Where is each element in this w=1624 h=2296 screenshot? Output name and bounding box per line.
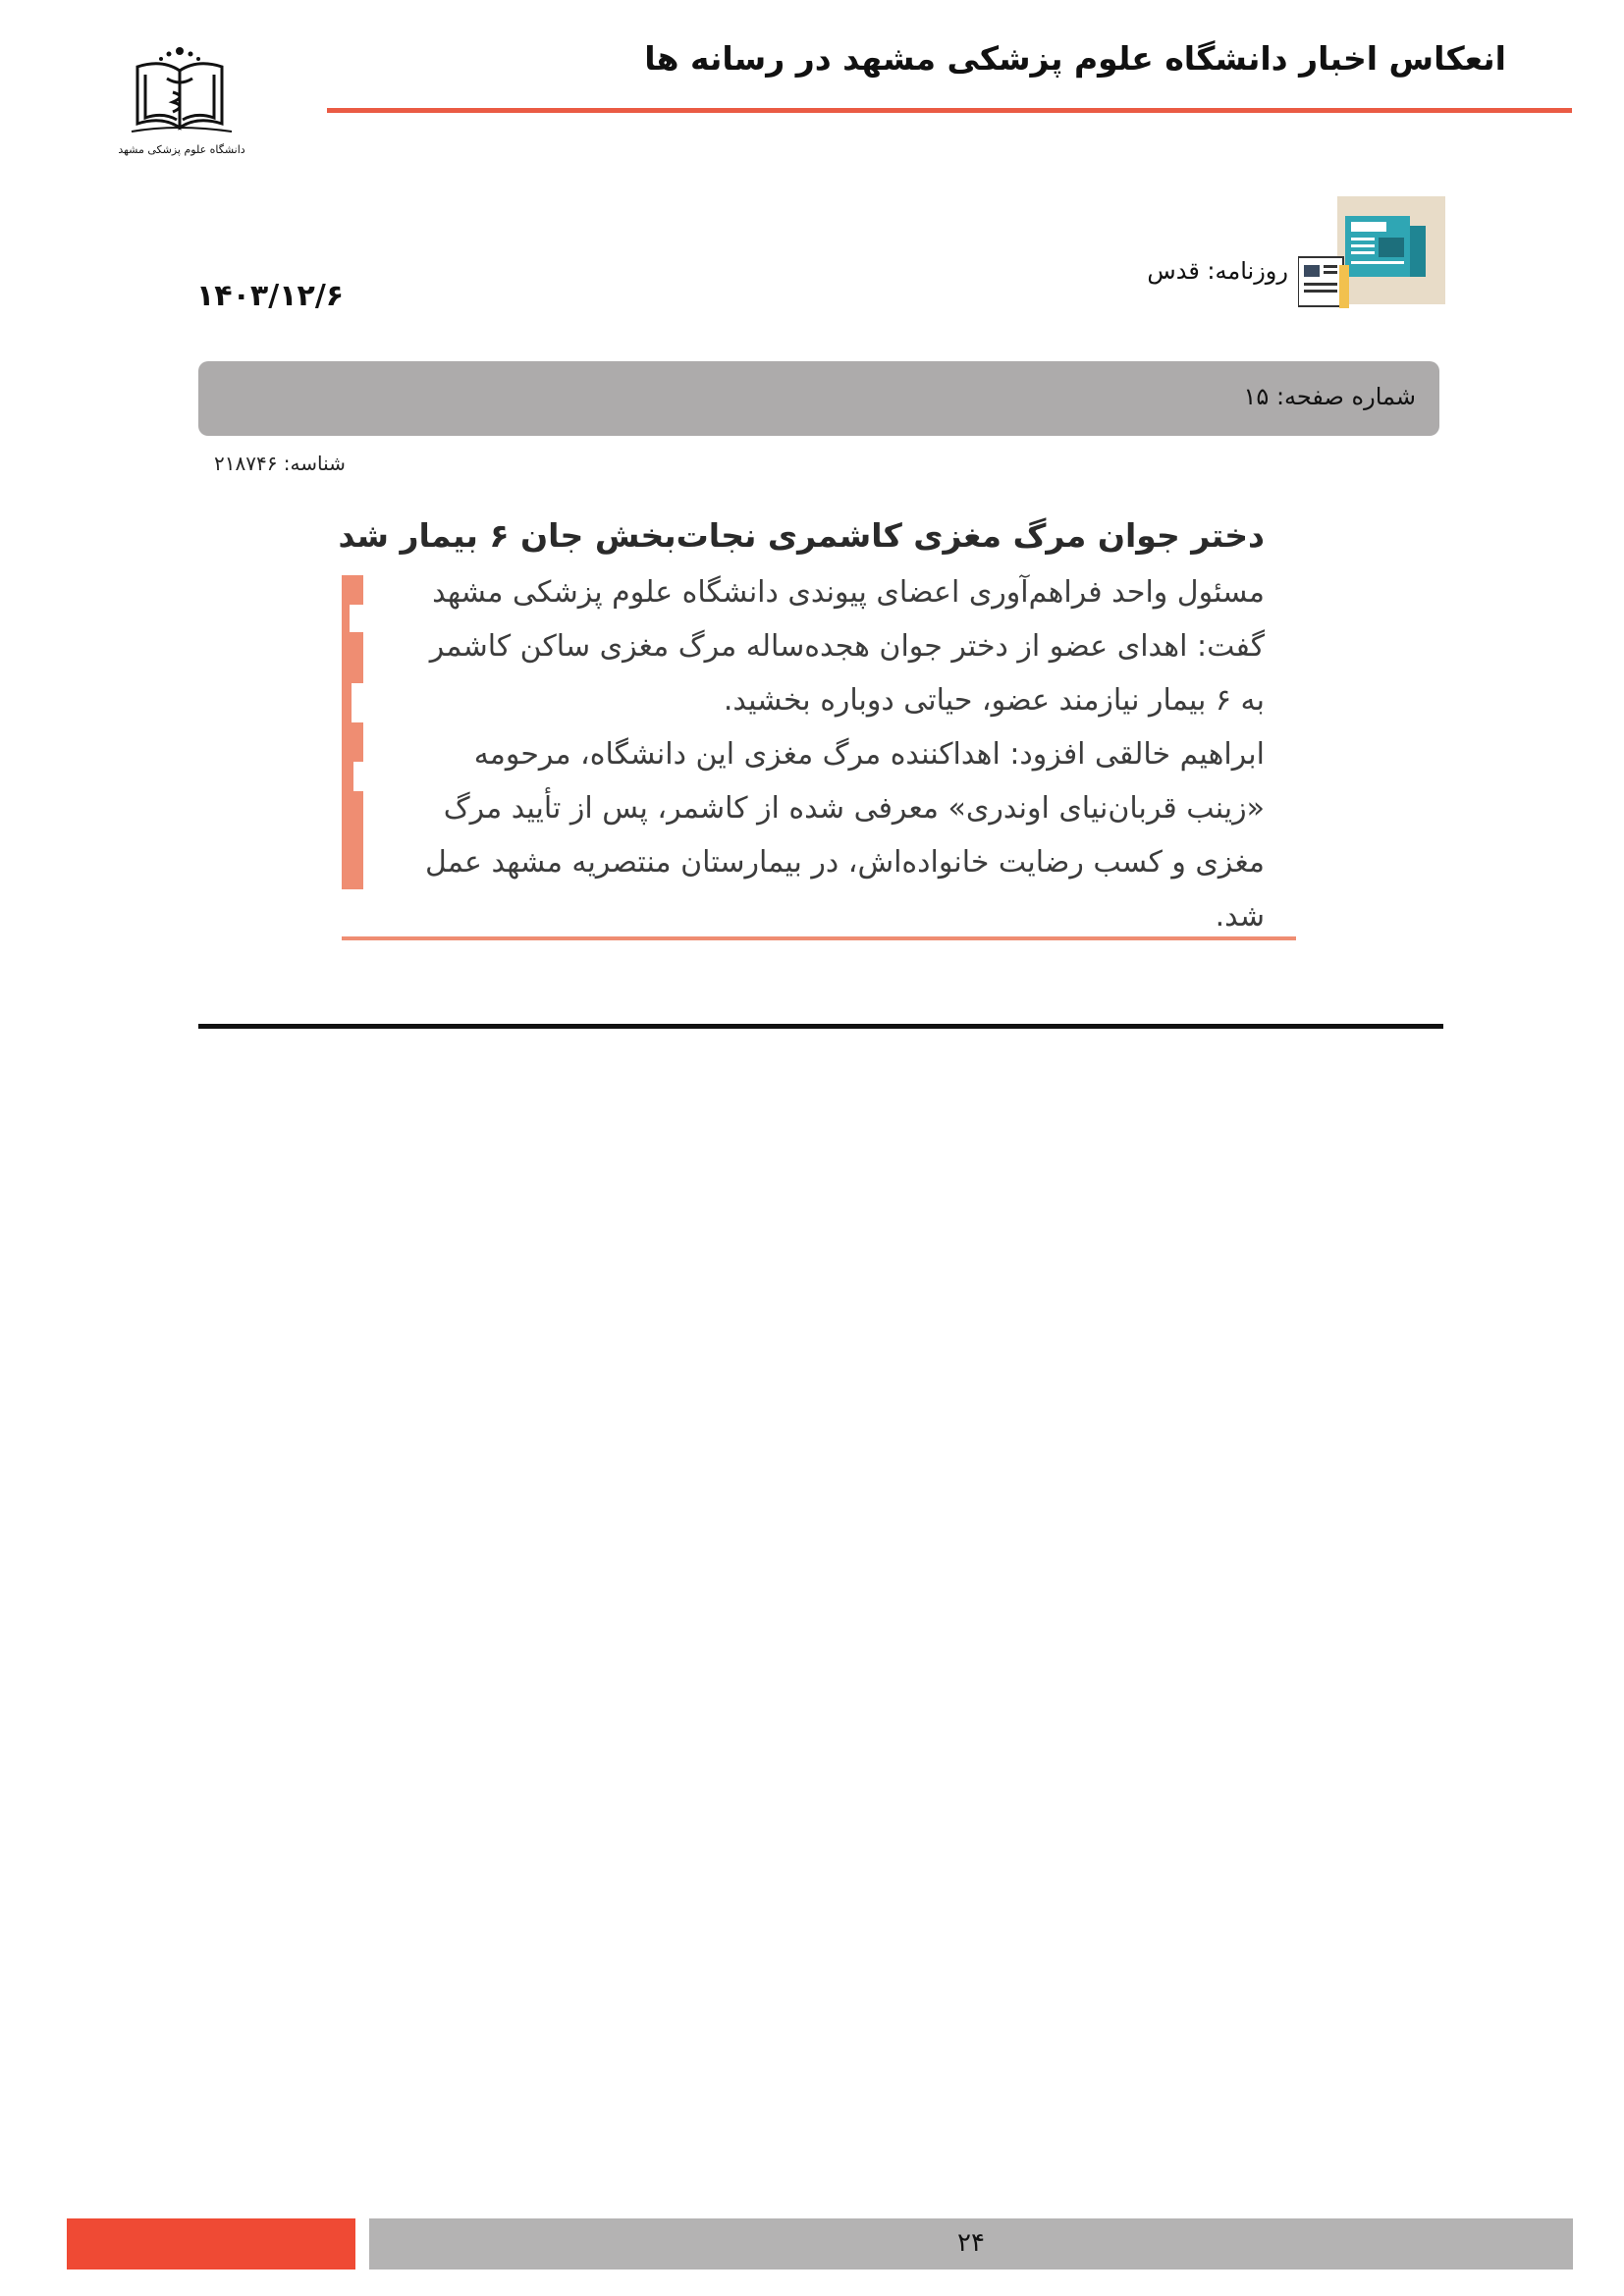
clip-bottom-rule (342, 936, 1296, 940)
article-headline: دختر جوان مرگ مغزی کاشمری نجات‌بخش جان ۶ بیمار شد (338, 516, 1265, 555)
article-paragraph: مسئول واحد فراهم‌آوری اعضای پیوندی دانشگاه علوم پزشکی مشهد گفت: اهدای عضو از دختر جوان هجده‌ساله مرگ مغزی ساکن کاشمر به ۶ بیمار نیازمند عضو، حیاتی دوباره بخشید. (429, 575, 1265, 718)
page-title: انعکاس اخبار دانشگاه علوم پزشکی مشهد در رسانه ها (644, 39, 1506, 78)
logo-caption: دانشگاه علوم پزشکی مشهد (118, 143, 245, 156)
page-number: شماره صفحه: ۱۵ (1243, 383, 1416, 410)
page-number-bar (198, 361, 1439, 436)
footer-bar (369, 2218, 1573, 2269)
publish-date: ۱۴۰۳/۱۲/۶ (196, 279, 345, 313)
article-body (401, 565, 1265, 943)
clip-accent-bar (342, 575, 363, 889)
article-paragraph: ابراهیم خالقی افزود: اهداکننده مرگ مغزی این دانشگاه، مرحومه «زینب قربان‌نیای اوندری» معرفی شده از کاشمر، پس از تأیید مرگ مغزی و کسب رضایت خانواده‌اش، در بیمارستان منتصریه مشهد عمل شد. (424, 737, 1265, 934)
article-clipping (338, 507, 1296, 944)
footer-accent-block (67, 2218, 355, 2269)
footer-page-number: ۲۴ (957, 2228, 985, 2258)
header-divider (327, 108, 1572, 113)
newspaper-icon (1298, 196, 1445, 312)
university-emblem-icon (118, 37, 245, 165)
news-id: شناسه: ۲۱۸۷۴۶ (214, 452, 346, 475)
newspaper-name: روزنامه: قدس (1147, 257, 1288, 285)
article-end-divider (198, 1024, 1443, 1029)
university-logo (118, 37, 245, 165)
